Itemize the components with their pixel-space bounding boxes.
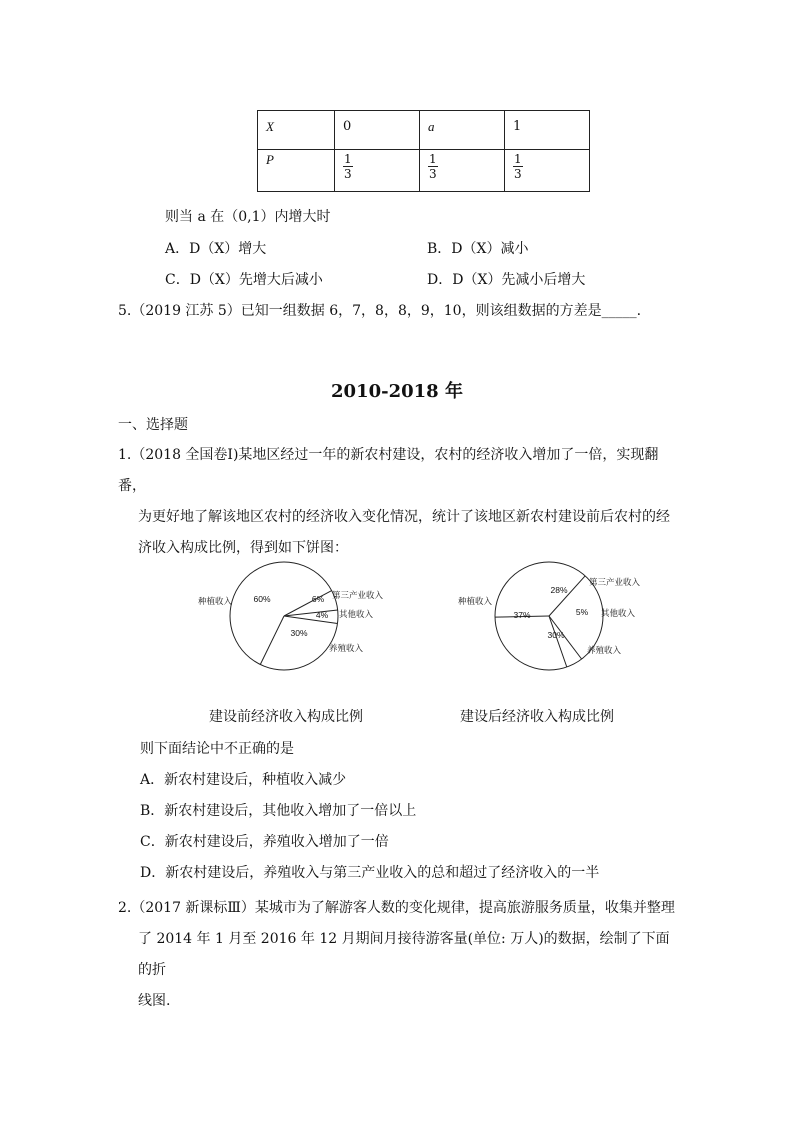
table-cell: a: [420, 111, 505, 150]
table-cell: [335, 150, 420, 192]
pie-category-label: 第三产业收入: [332, 590, 384, 600]
question-1-prompt: 则下面结论中不正确的是: [140, 741, 294, 757]
text-line: 线图.: [138, 993, 171, 1009]
text-line: 2.（2017 新课标Ⅲ）某城市为了解游客人数的变化规律，提高旅游服务质量，收集并整理: [118, 900, 675, 916]
question-2-text: [118, 893, 678, 1017]
table-cell: 1: [505, 111, 590, 150]
pie-data-label: 30%: [290, 628, 308, 638]
pie-category-label: 其他收入: [339, 609, 374, 619]
pie-chart-before: [198, 562, 384, 670]
pie-chart-after: [458, 562, 641, 670]
table-cell: P: [258, 150, 335, 192]
text-line: 了 2014 年 1 月至 2016 年 12 月期间月接待游客量(单位: 万人)的数据，绘制了下面的折: [138, 931, 670, 978]
table-cell: 0: [335, 111, 420, 150]
pie-data-label: 37%: [513, 610, 531, 620]
pie-charts: [0, 560, 794, 690]
pie-data-label: 60%: [253, 594, 271, 604]
pie-data-label: 5%: [575, 607, 589, 617]
section-title: 2010-2018 年: [331, 381, 463, 402]
pie-data-label: 4%: [315, 610, 329, 620]
table-cell: [420, 150, 505, 192]
q1-option-d: D．新农村建设后，养殖收入与第三产业收入的总和超过了经济收入的一半: [140, 865, 600, 881]
pie-data-label: 28%: [550, 585, 568, 595]
q4-stem: 则当 a 在（0,1）内增大时: [165, 209, 331, 225]
chart-caption-after: 建设后经济收入构成比例: [460, 708, 614, 724]
text-line: 济收入构成比例，得到如下饼图：: [138, 540, 348, 556]
q1-option-c: C．新农村建设后，养殖收入增加了一倍: [140, 834, 389, 850]
q1-option-a: A．新农村建设后，种植收入减少: [140, 772, 347, 788]
pie-category-label: 种植收入: [458, 596, 493, 606]
pie-category-label: 第三产业收入: [589, 577, 641, 587]
fraction: $\frac{1}{3}$: [344, 152, 352, 181]
table-cell: X: [258, 111, 335, 150]
chart-caption-before: 建设前经济收入构成比例: [209, 708, 363, 724]
subsection-title: 一、选择题: [118, 417, 188, 433]
text-line: 1.（2018 全国卷Ⅰ)某地区经过一年的新农村建设，农村的经济收入增加了一倍，实现翻番，: [118, 447, 659, 494]
table-cell: [505, 150, 590, 192]
fraction: $\frac{1}{3}$: [514, 152, 522, 181]
pie-data-label: 30%: [547, 630, 565, 640]
option-b: B．D（X）减小: [427, 241, 529, 257]
table-row: [258, 150, 590, 192]
distribution-table: [257, 110, 590, 192]
question-5: 5.（2019 江苏 5）已知一组数据 6，7，8，8，9，10，则该组数据的方差是_____.: [118, 303, 642, 319]
pie-data-label: 6%: [311, 594, 325, 604]
pie-category-label: 养殖收入: [587, 645, 622, 655]
option-a: A．D（X）增大: [165, 241, 267, 257]
option-c: C．D（X）先增大后减小: [165, 272, 323, 288]
pie-category-label: 种植收入: [198, 596, 233, 606]
pie-category-label: 养殖收入: [329, 643, 364, 653]
option-d: D．D（X）先减小后增大: [427, 272, 586, 288]
pie-category-label: 其他收入: [601, 608, 636, 618]
fraction: $\frac{1}{3}$: [429, 152, 437, 181]
text-line: 为更好地了解该地区农村的经济收入变化情况，统计了该地区新农村建设前后农村的经: [138, 509, 670, 525]
table-row: [258, 111, 590, 150]
question-1-text: [118, 440, 678, 564]
q1-option-b: B．新农村建设后，其他收入增加了一倍以上: [140, 803, 417, 819]
